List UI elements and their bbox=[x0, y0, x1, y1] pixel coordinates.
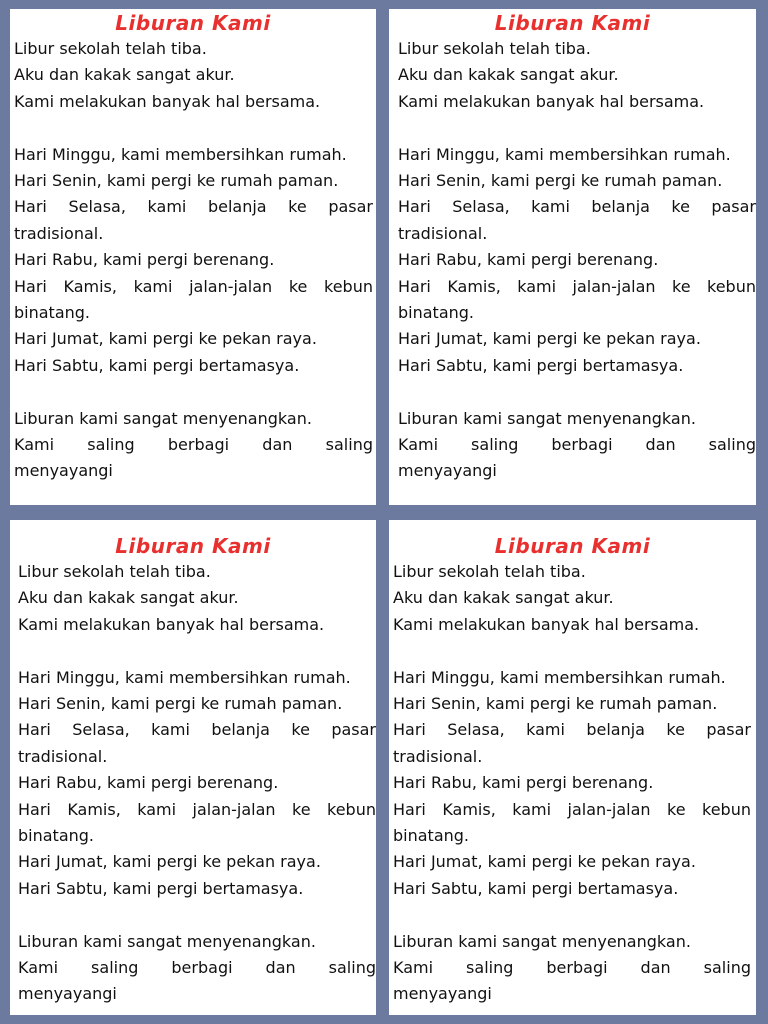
story-line: tradisional. bbox=[398, 223, 488, 243]
paragraph-gap bbox=[18, 638, 376, 664]
story-line: Hari Senin, kami pergi ke rumah paman. bbox=[18, 694, 343, 714]
card-title: Liburan Kami bbox=[494, 534, 651, 558]
paragraph-gap bbox=[398, 115, 756, 141]
story-line: Hari Sabtu, kami pergi bertamasya. bbox=[14, 355, 300, 375]
paragraph-gap bbox=[393, 902, 751, 928]
card-body bbox=[389, 36, 756, 485]
story-line: Hari Rabu, kami pergi berenang. bbox=[398, 250, 659, 270]
paragraph-gap bbox=[14, 379, 373, 405]
story-line: Aku dan kakak sangat akur. bbox=[393, 588, 614, 608]
story-card-bottom-left bbox=[10, 520, 376, 1015]
story-line: menyayangi bbox=[18, 984, 117, 1004]
card-body bbox=[10, 36, 376, 485]
story-line: tradisional. bbox=[393, 746, 483, 766]
story-line: Aku dan kakak sangat akur. bbox=[18, 588, 239, 608]
story-line: Kami saling berbagi dan saling bbox=[14, 435, 373, 455]
story-line: binatang. bbox=[393, 826, 470, 846]
card-title: Liburan Kami bbox=[115, 534, 271, 558]
card-body bbox=[389, 559, 756, 1008]
story-line: binatang. bbox=[18, 826, 95, 846]
story-line: Hari Kamis, kami jalan-jalan ke kebun bbox=[14, 276, 373, 296]
paragraph-gap bbox=[14, 115, 373, 141]
story-line: Kami melakukan banyak hal bersama. bbox=[14, 91, 321, 111]
story-line: Aku dan kakak sangat akur. bbox=[14, 65, 235, 85]
card-body bbox=[10, 559, 376, 1008]
story-line: menyayangi bbox=[398, 461, 497, 481]
story-line: Kami melakukan banyak hal bersama. bbox=[18, 614, 325, 634]
story-line: Hari Rabu, kami pergi berenang. bbox=[393, 773, 654, 793]
story-line: menyayangi bbox=[393, 984, 492, 1004]
story-line: Kami melakukan banyak hal bersama. bbox=[393, 614, 700, 634]
story-line: Libur sekolah telah tiba. bbox=[398, 39, 591, 58]
story-line: Libur sekolah telah tiba. bbox=[393, 562, 586, 581]
story-line: tradisional. bbox=[14, 223, 104, 243]
story-line: Kami melakukan banyak hal bersama. bbox=[398, 91, 705, 111]
story-line: Libur sekolah telah tiba. bbox=[14, 39, 207, 58]
story-line: Hari Minggu, kami membersihkan rumah. bbox=[18, 667, 351, 687]
story-line: Hari Selasa, kami belanja ke pasar bbox=[393, 720, 751, 740]
story-line: binatang. bbox=[398, 303, 475, 323]
story-line: Libur sekolah telah tiba. bbox=[18, 562, 211, 581]
story-line: Liburan kami sangat menyenangkan. bbox=[398, 408, 696, 428]
story-line: Hari Kamis, kami jalan-jalan ke kebun bbox=[18, 799, 376, 819]
story-line: Hari Jumat, kami pergi ke pekan raya. bbox=[398, 329, 701, 349]
story-line: menyayangi bbox=[14, 461, 113, 481]
story-line: tradisional. bbox=[18, 746, 108, 766]
story-line: binatang. bbox=[14, 303, 91, 323]
story-line: Hari Sabtu, kami pergi bertamasya. bbox=[18, 878, 304, 898]
story-line: Hari Sabtu, kami pergi bertamasya. bbox=[398, 355, 684, 375]
story-line: Hari Jumat, kami pergi ke pekan raya. bbox=[18, 852, 321, 872]
story-line: Hari Selasa, kami belanja ke pasar bbox=[18, 720, 376, 740]
story-line: Hari Minggu, kami membersihkan rumah. bbox=[14, 144, 347, 164]
story-line: Hari Kamis, kami jalan-jalan ke kebun bbox=[398, 276, 756, 296]
story-line: Hari Kamis, kami jalan-jalan ke kebun bbox=[393, 799, 751, 819]
story-line: Hari Senin, kami pergi ke rumah paman. bbox=[393, 694, 718, 714]
story-line: Liburan kami sangat menyenangkan. bbox=[14, 408, 312, 428]
story-line: Hari Sabtu, kami pergi bertamasya. bbox=[393, 878, 679, 898]
card-title: Liburan Kami bbox=[494, 11, 651, 35]
story-line: Hari Jumat, kami pergi ke pekan raya. bbox=[14, 329, 317, 349]
story-line: Hari Selasa, kami belanja ke pasar bbox=[398, 197, 756, 217]
story-line: Liburan kami sangat menyenangkan. bbox=[18, 931, 316, 951]
story-line: Hari Senin, kami pergi ke rumah paman. bbox=[14, 171, 339, 191]
paragraph-gap bbox=[18, 902, 376, 928]
story-line: Liburan kami sangat menyenangkan. bbox=[393, 931, 691, 951]
story-line: Hari Minggu, kami membersihkan rumah. bbox=[398, 144, 731, 164]
paragraph-gap bbox=[398, 379, 756, 405]
card-title: Liburan Kami bbox=[115, 11, 271, 35]
story-line: Hari Rabu, kami pergi berenang. bbox=[14, 250, 275, 270]
story-line: Hari Jumat, kami pergi ke pekan raya. bbox=[393, 852, 696, 872]
story-line: Hari Selasa, kami belanja ke pasar bbox=[14, 197, 373, 217]
story-card-top-left bbox=[10, 9, 376, 505]
paragraph-gap bbox=[393, 638, 751, 664]
story-line: Kami saling berbagi dan saling bbox=[398, 435, 756, 455]
story-line: Kami saling berbagi dan saling bbox=[393, 958, 751, 978]
story-line: Kami saling berbagi dan saling bbox=[18, 958, 376, 978]
story-card-top-right bbox=[389, 9, 756, 505]
story-line: Hari Rabu, kami pergi berenang. bbox=[18, 773, 279, 793]
story-line: Aku dan kakak sangat akur. bbox=[398, 65, 619, 85]
story-line: Hari Minggu, kami membersihkan rumah. bbox=[393, 667, 726, 687]
story-card-bottom-right bbox=[389, 520, 756, 1015]
story-line: Hari Senin, kami pergi ke rumah paman. bbox=[398, 171, 723, 191]
